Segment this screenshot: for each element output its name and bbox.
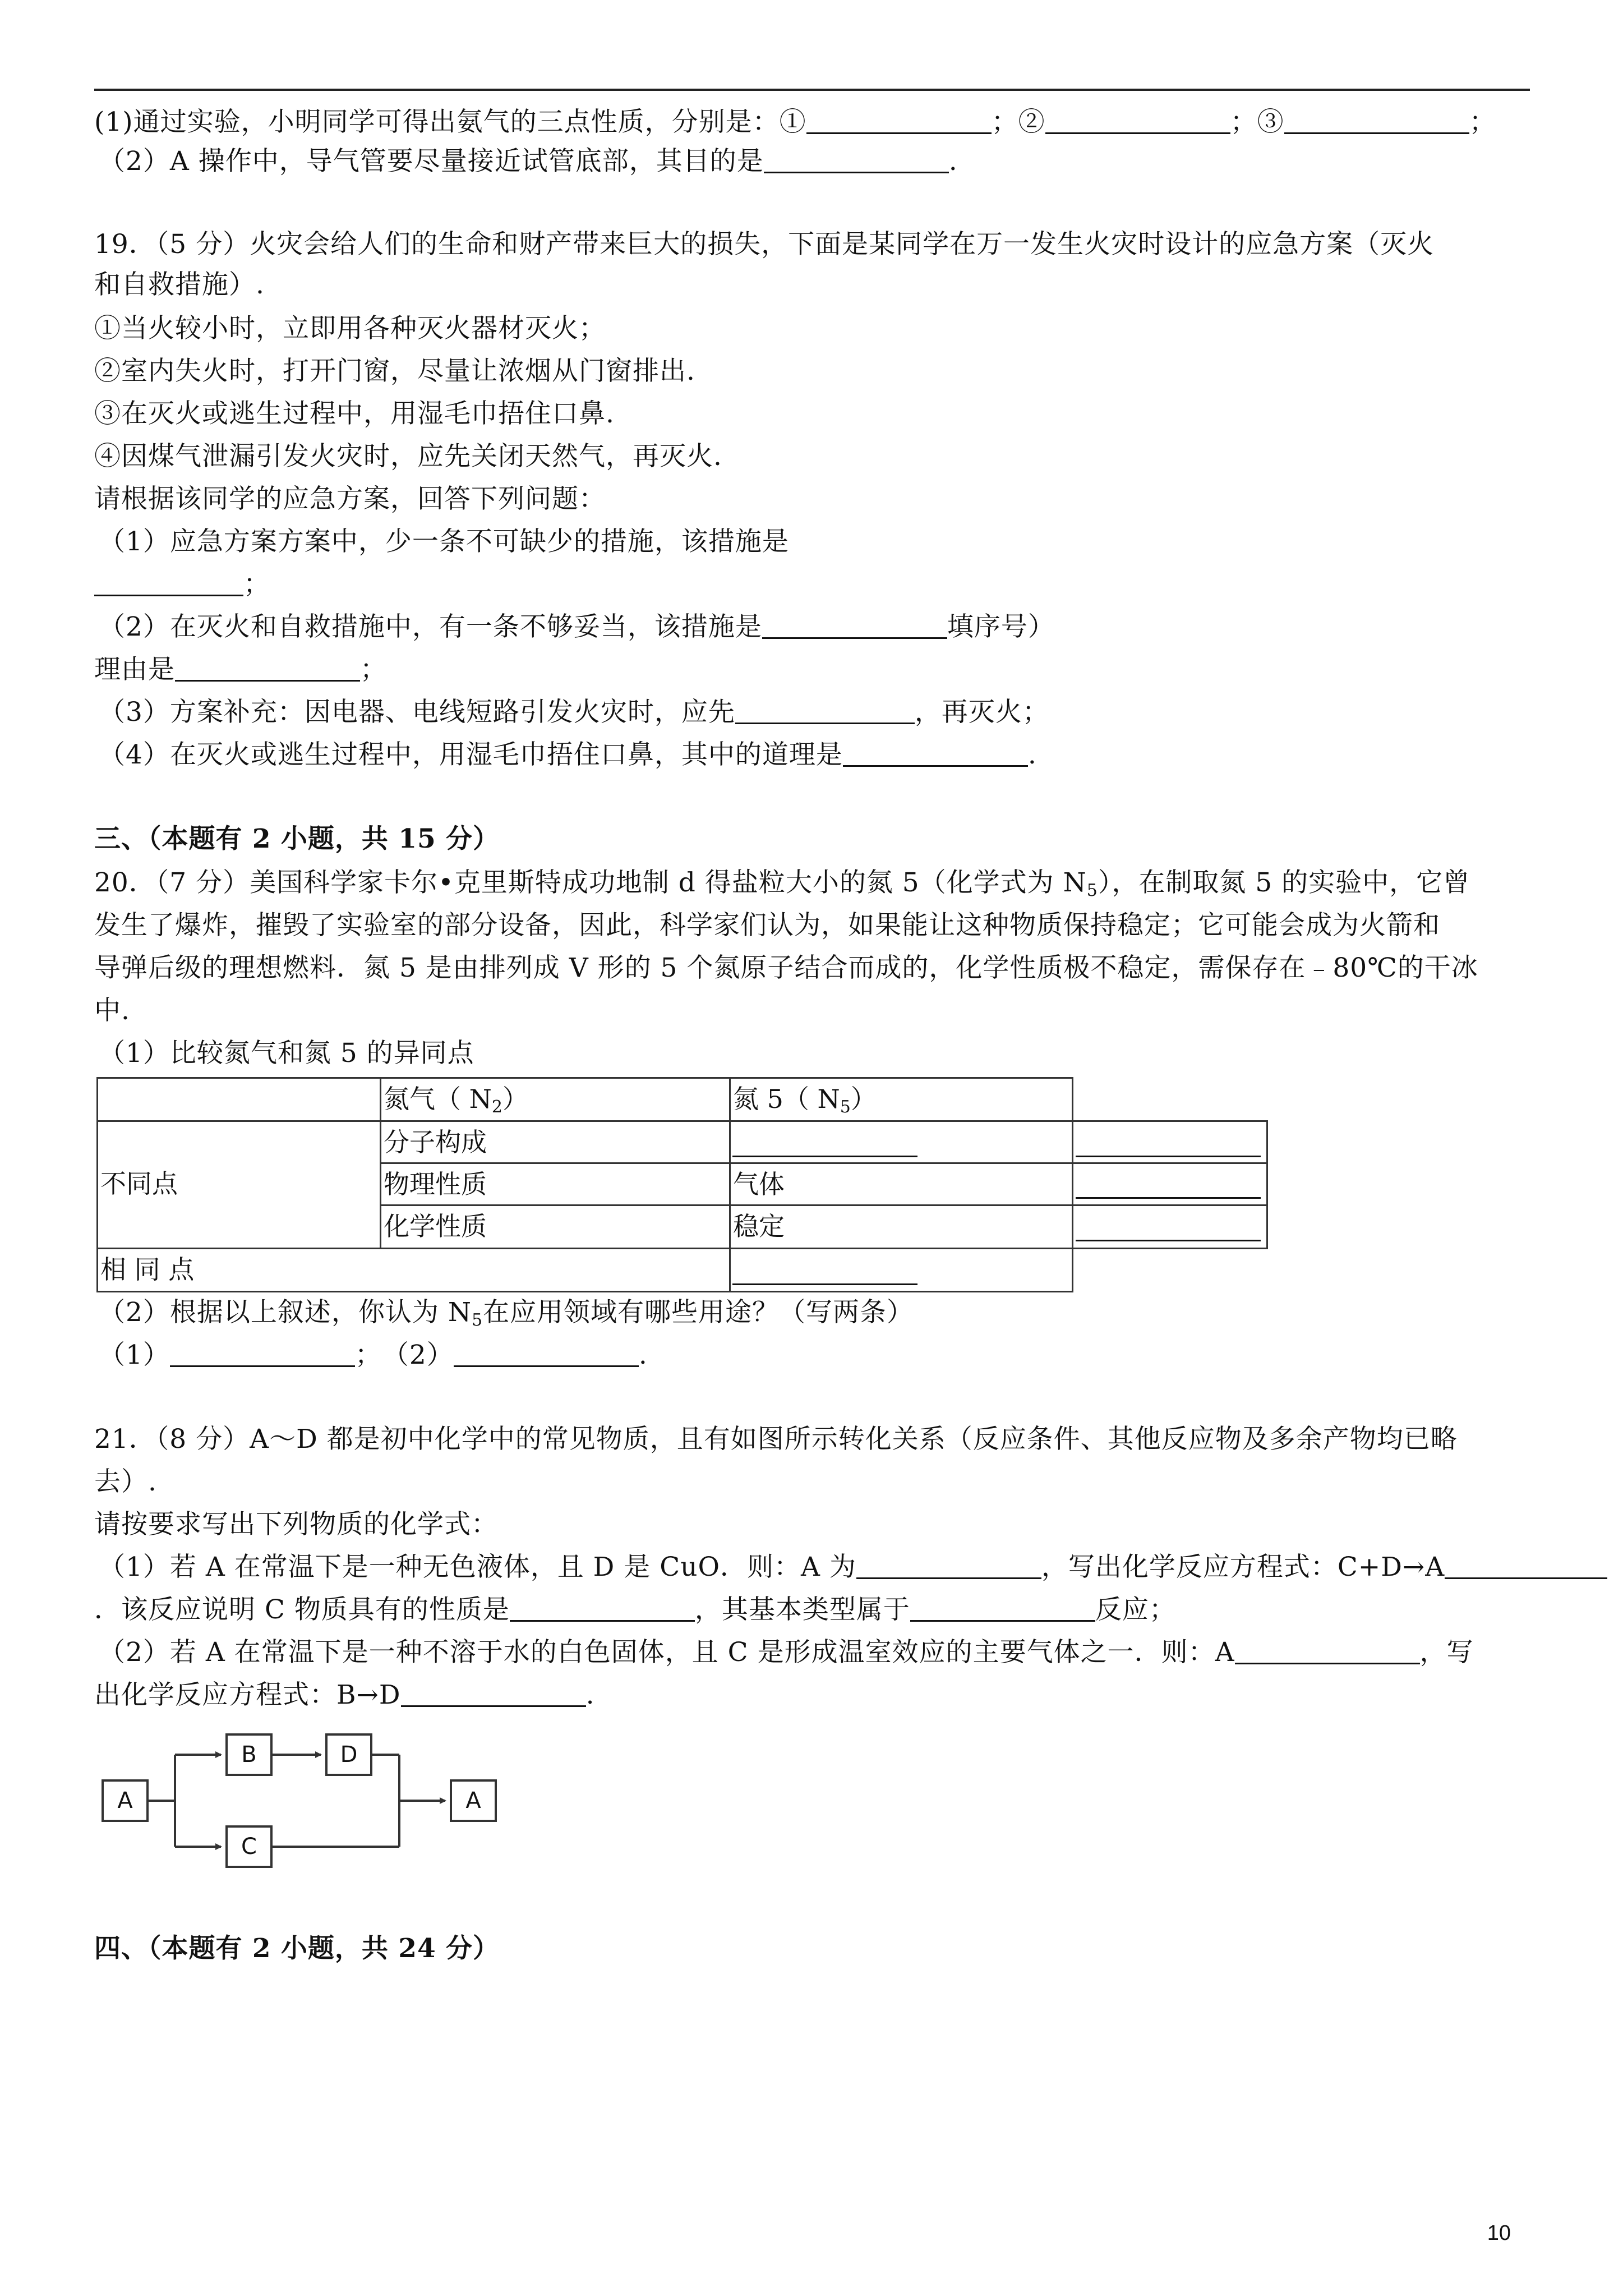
q19-ask: 请根据该同学的应急方案，回答下列问题： — [94, 484, 606, 514]
q19-measure-1: ①当火较小时，立即用各种灭火器材灭火； — [94, 313, 606, 344]
table-row-physical: 物理性质 — [380, 1162, 731, 1206]
q21-sub-1-cont: ．该反应说明 C 物质具有的性质是 ，其基本类型属于 反应； — [94, 1594, 1176, 1625]
q19-sub-1: （1）应急方案方案中，少一条不可缺少的措施，该措施是 — [99, 526, 789, 557]
table-row-chemical: 化学性质 — [380, 1204, 731, 1249]
q21-sub-2-cont: 出化学反应方程式：B→D . — [94, 1680, 595, 1710]
q20-stem-3: 导弹后级的理想燃料．氮 5 是由排列成 V 形的 5 个氮原子结合而成的，化学性质极不稳定，需保存在﹣80℃的干冰 — [94, 953, 1478, 983]
section-3-heading: 三、（本题有 2 小题，共 15 分） — [94, 823, 500, 854]
q19-measure-2: ②室内失火时，打开门窗，尽量让浓烟从门窗排出. — [94, 356, 695, 386]
q20-stem-1: 20．（7 分）美国科学家卡尔•克里斯特成功地制 d 得盐粒大小的氮 5（化学式为 $N_5$），在制取氮 5 的实验中，它曾 — [94, 867, 1470, 900]
q20-sub-2: （2）根据以上叙述，你认为 $N_5$在应用领域有哪些用途？（写两条） — [99, 1297, 914, 1330]
q19-sub-4: （4）在灭火或逃生过程中，用湿毛巾捂住口鼻，其中的道理是 . — [99, 739, 1037, 770]
q21-stem-3: 请按要求写出下列物质的化学式： — [94, 1509, 498, 1540]
q19-measure-4: ④因煤气泄漏引发火灾时，应先关闭天然气，再灭火. — [94, 441, 722, 472]
q20-stem-2: 发生了爆炸，摧毁了实验室的部分设备，因此，科学家们认为，如果能让这种物质保持稳定；它可能会成为火箭和 — [94, 910, 1440, 941]
table-diff-label: 不同点 — [96, 1120, 381, 1249]
q19-sub-3: （3）方案补充：因电器、电线短路引发火灾时，应先 ，再灭火； — [99, 697, 1049, 728]
q19-stem-2: 和自救措施）. — [94, 269, 265, 300]
node-a-end: A — [450, 1779, 497, 1822]
page-number: 10 — [1487, 2221, 1511, 2245]
table-same-label: 相 同 点 — [96, 1248, 731, 1292]
q19-measure-3: ③在灭火或逃生过程中，用湿毛巾捂住口鼻. — [94, 398, 615, 429]
q20-stem-4: 中. — [94, 995, 130, 1026]
q20-sub-1: （1）比较氮气和氮 5 的异同点 — [99, 1038, 474, 1069]
q21-stem-2: 去）. — [94, 1466, 157, 1497]
q19-sub-1-answer: ； — [94, 568, 270, 601]
q21-stem-1: 21．（8 分）A～D 都是初中化学中的常见物质，且有如图所示转化关系（反应条件、其他反应物及多余产物均已略 — [94, 1424, 1458, 1455]
section-4-heading: 四、（本题有 2 小题，共 24 分） — [94, 1933, 500, 1964]
q19-sub-2: （2）在灭火和自救措施中，有一条不够妥当，该措施是 填序号） — [99, 611, 1055, 642]
table-header-n2: 氮气（ $N_2$） — [380, 1077, 731, 1122]
table-row-molecular: 分子构成 — [380, 1120, 731, 1164]
table-cell-chemical: 稳定 — [729, 1204, 1073, 1249]
q18-line-2: （2）A 操作中，导气管要尽量接近试管底部，其目的是 . — [99, 146, 958, 177]
q20-sub-2-answers: （1） ； （2） . — [99, 1340, 648, 1370]
node-c: C — [225, 1825, 273, 1868]
q19-stem-1: 19．（5 分）火灾会给人们的生命和财产带来巨大的损失，下面是某同学在万一发生火灾时设计的应急方案（灭火 — [94, 229, 1435, 260]
q18-line-1: (1)通过实验，小明同学可得出氨气的三点性质，分别是：① ；② ；③ ； — [94, 107, 1496, 137]
table-cell-physical: 气体 — [729, 1162, 1073, 1206]
node-d: D — [325, 1733, 372, 1776]
table-header-n5: 氮 5（ $N_5$） — [729, 1077, 1073, 1122]
node-a-start: A — [102, 1779, 149, 1822]
q21-sub-2: （2）若 A 在常温下是一种不溶于水的白色固体，且 C 是形成温室效应的主要气体之一．则：A ，写 — [99, 1637, 1474, 1668]
node-b: B — [225, 1733, 273, 1776]
q21-sub-1: （1）若 A 在常温下是一种无色液体，且 D 是 CuO．则：A 为 ，写出化学反应方程式：C+D→A — [99, 1550, 1607, 1584]
q19-sub-2-reason: 理由是 ； — [94, 654, 387, 685]
